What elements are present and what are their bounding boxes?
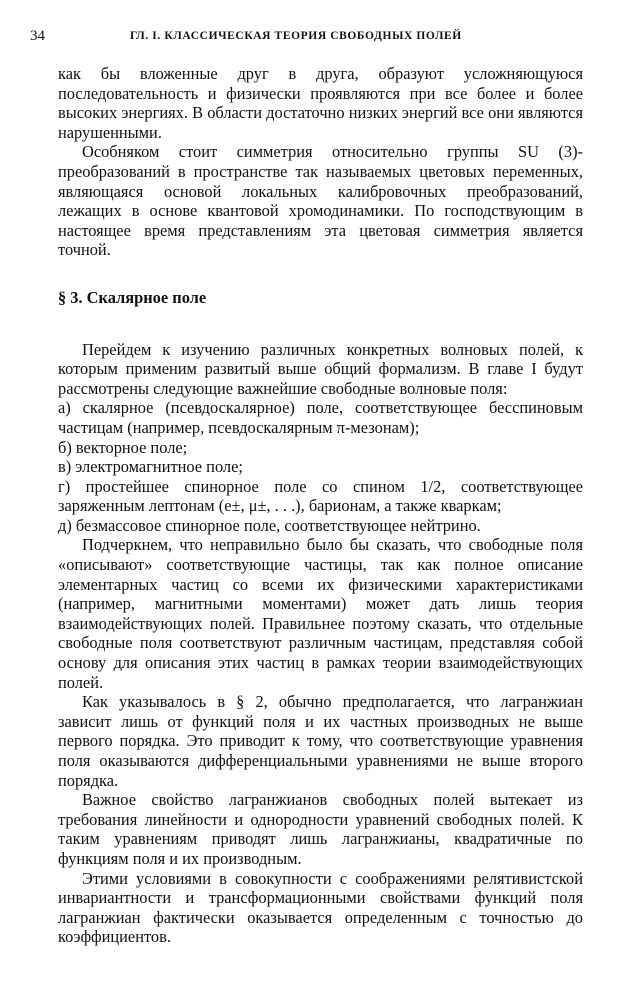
page-body xyxy=(58,64,583,947)
paragraph-conclusion: Этими условиями в совокупности с соображениями релятивистской инвариантности и трансформационными свойствами функций поля лагранжиан фактически оказывается определенным с точностью до коэффициентов. xyxy=(58,868,583,947)
paragraph-lagrangian-order: Как указывалось в § 2, обычно предполагается, что лагранжиан зависит лишь от функций поля и их частных производных не выше первого порядка. Это приводит к тому, что соответствующие уравнения поля оказываются дифференциальными уравнениями не выше второго порядка. xyxy=(58,692,583,790)
paragraph-su3: Особняком стоит симметрия относительно группы SU (3)-преобразований в пространстве так называемых цветовых переменных, являющаяся основой локальных калибровочных преобразований, лежащих в основе квантовой хромодинамики. По господствующим в настоящее время представлениям эта цветовая симметрия является точной. xyxy=(58,142,583,260)
list-item-c: в) электромагнитное поле; xyxy=(58,457,243,477)
paragraph-emphasis: Подчеркнем, что неправильно было бы сказать, что свободные поля «описывают» соответствующие частицы, так как полное описание элементарных частиц со всеми их физическими характеристиками (например, магнитными моментами) может дать лишь теория взаимодействующих полей. Правильнее поэтому сказать, что отдельные свободные поля соответствуют различным частицам, представляя собой основу для описания этих частиц в рамках теории взаимодействующих полей. xyxy=(58,535,583,692)
list-item-b: б) векторное поле; xyxy=(58,437,188,457)
field-list xyxy=(58,398,583,535)
paragraph-intro: Перейдем к изучению различных конкретных волновых полей, к которым применим развитый выше общий формализм. В главе I будут рассмотрены следующие важнейшие свободные волновые поля: xyxy=(58,339,583,398)
paragraph-linearity: Важное свойство лагранжианов свободных полей вытекает из требования линейности и однородности уравнений свободных полей. К таким уравнениям приводят лишь лагранжианы, квадратичные по функциям поля и их производным. xyxy=(58,790,583,868)
page-header xyxy=(30,28,590,48)
list-item-d: г) простейшее спинорное поле со спином 1/2, соответствующее заряженным лептонам (e±, μ±, . . .), барионам, а также кваркам; xyxy=(58,476,583,516)
paragraph-continuation: как бы вложенные друг в друга, образуют усложняющуюся последовательность и физически проявляются при все более и более высоких энергиях. В области достаточно низких энергий все они являются нарушенными. xyxy=(58,64,583,142)
section-heading: § 3. Скалярное поле xyxy=(58,287,207,307)
page-number: 34 xyxy=(30,28,45,44)
list-item-a: а) скалярное (псевдоскалярное) поле, соответствующее бесспиновым частицам (например, псевдоскалярным π-мезонам); xyxy=(58,398,583,437)
running-title: ГЛ. I. КЛАССИЧЕСКАЯ ТЕОРИЯ СВОБОДНЫХ ПОЛЕЙ xyxy=(130,30,462,42)
list-item-e: д) безмассовое спинорное поле, соответствующее нейтрино. xyxy=(58,515,481,535)
